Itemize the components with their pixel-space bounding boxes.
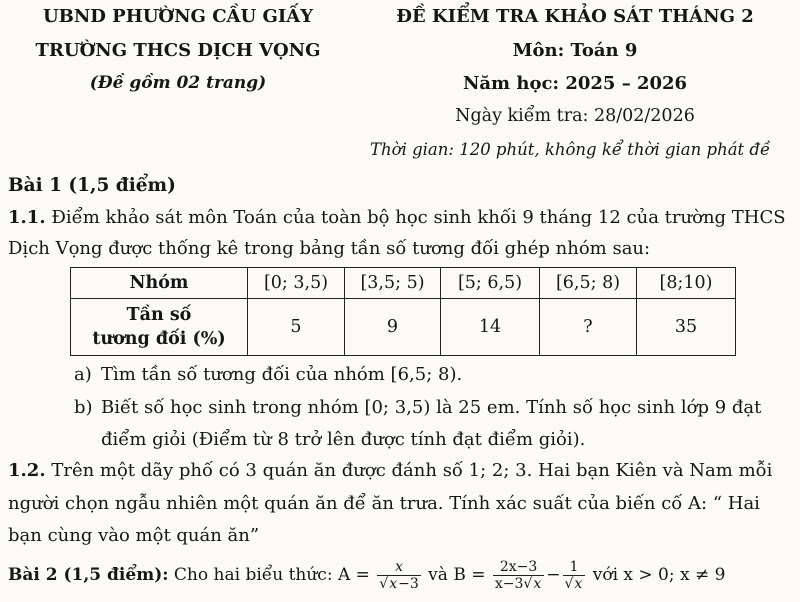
bai2-line	[8, 557, 725, 593]
q12-line1	[8, 460, 772, 481]
frequency-table	[70, 267, 736, 356]
school-authority: UBND PHƯỜNG CẦU GIẤY	[42, 6, 314, 27]
fraction-a-den-tail: −3	[398, 576, 419, 592]
sqrt-b2: x	[574, 576, 583, 592]
bai2-minus: −	[546, 565, 561, 585]
q11-line1	[8, 207, 786, 228]
question-b-label: b)	[74, 397, 93, 418]
question-b-line2: điểm giỏi (Điểm từ 8 trở lên được tính đạt điểm giỏi).	[101, 429, 586, 450]
sqrt-a: x	[389, 576, 398, 592]
bai2-condition: với x > 0; x ≠ 9	[592, 565, 726, 585]
q11-line2: Dịch Vọng được thống kê trong bảng tần số tương đối ghép nhóm sau:	[8, 238, 651, 259]
fraction-a-den: √x−3	[379, 576, 419, 592]
fraction-b2-num: 1	[563, 559, 586, 576]
school-year: Năm học: 2025 – 2026	[462, 73, 688, 94]
q11-text1: Điểm khảo sát môn Toán của toàn bộ học sinh khối 9 tháng 12 của trường THCS	[51, 207, 786, 228]
table-header-label: Nhóm	[71, 268, 248, 299]
table-group: [3,5; 5)	[345, 268, 441, 299]
table-group: [8;10)	[637, 268, 736, 299]
fraction-b1-den: x−3√x	[494, 576, 542, 592]
question-a-text: Tìm tần số tương đối của nhóm [6,5; 8).	[101, 364, 463, 385]
exam-duration: Thời gian: 120 phút, không kể thời gian phát đề	[370, 140, 771, 159]
exam-title: ĐỀ KIỂM TRA KHẢO SÁT THÁNG 2	[396, 6, 754, 27]
table-group: [5; 6,5)	[441, 268, 540, 299]
bai1-title: Bài 1 (1,5 điểm)	[8, 175, 176, 196]
table-value: 35	[637, 299, 736, 356]
page-count-note: (Đề gồm 02 trang)	[89, 73, 267, 93]
fraction-a	[377, 559, 420, 592]
question-b-line1: Biết số học sinh trong nhóm [0; 3,5) là 25 em. Tính số học sinh lớp 9 đạt	[101, 397, 762, 418]
q12-line2: người chọn ngẫu nhiên một quán ăn để ăn trưa. Tính xác suất của biến cố A: “ Hai	[8, 493, 760, 514]
fraction-b1-num: 2x−3	[493, 559, 544, 576]
exam-date: Ngày kiểm tra: 28/02/2026	[455, 106, 695, 126]
table-header-row	[71, 268, 736, 299]
row-label-line1: Tần số	[126, 305, 192, 325]
table-group: [0; 3,5)	[248, 268, 345, 299]
q11-label: 1.1.	[8, 207, 46, 228]
table-value: 14	[441, 299, 540, 356]
table-value-row	[71, 299, 736, 356]
bai2-title: Bài 2 (1,5 điểm):	[8, 565, 169, 585]
table-value: ?	[540, 299, 637, 356]
fraction-b1-den-head: x−3	[494, 576, 524, 592]
q12-label: 1.2.	[8, 460, 46, 481]
table-value: 5	[248, 299, 345, 356]
exam-subject: Môn: Toán 9	[512, 40, 638, 61]
bai2-intro: Cho hai biểu thức: A =	[173, 565, 370, 585]
row-label-line2: tương đối (%)	[92, 329, 226, 349]
fraction-b2	[563, 559, 586, 592]
sqrt-b1: x	[533, 576, 542, 592]
q12-line3: bạn cùng vào một quán ăn”	[8, 525, 260, 546]
fraction-b2-den: √x	[564, 576, 583, 592]
q12-text1: Trên một dãy phố có 3 quán ăn được đánh số 1; 2; 3. Hai bạn Kiên và Nam mỗi	[51, 460, 773, 481]
bai2-and: và B =	[428, 565, 486, 585]
table-group: [6,5; 8)	[540, 268, 637, 299]
fraction-b1	[493, 559, 544, 592]
fraction-a-num: x	[377, 559, 420, 576]
table-row-label	[71, 299, 248, 356]
question-a-label: a)	[74, 364, 92, 385]
table-value: 9	[345, 299, 441, 356]
school-name: TRƯỜNG THCS DỊCH VỌNG	[35, 40, 321, 61]
